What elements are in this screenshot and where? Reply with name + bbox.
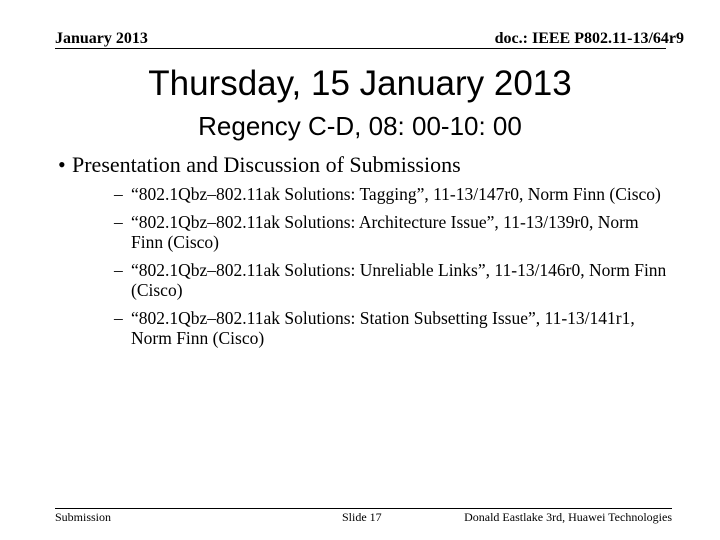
list-item-text: “802.1Qbz–802.11ak Solutions: Architecture Issue”, 11-13/139r0, Norm Finn (Cisco) bbox=[131, 211, 639, 252]
dash-icon: – bbox=[114, 211, 123, 232]
footer-slide-number: Slide 17 bbox=[342, 510, 382, 524]
list-item-text: “802.1Qbz–802.11ak Solutions: Tagging”, 11-13/147r0, Norm Finn (Cisco) bbox=[131, 184, 661, 204]
list-item-text: “802.1Qbz–802.11ak Solutions: Station Subsetting Issue”, 11-13/141r1, Norm Finn (Cisco) bbox=[131, 307, 635, 348]
list-item bbox=[114, 184, 671, 205]
list-item bbox=[114, 307, 671, 349]
footer-submission: Submission bbox=[55, 510, 112, 524]
footer-author: Donald Eastlake 3rd, Huawei Technologies bbox=[464, 510, 672, 524]
main-bullet-text: Presentation and Discussion of Submissions bbox=[72, 152, 461, 177]
header-date: January 2013 bbox=[55, 30, 148, 47]
slide-title: Thursday, 15 January 2013 bbox=[148, 64, 572, 103]
dash-icon: – bbox=[114, 259, 123, 280]
list-item bbox=[114, 211, 671, 253]
main-bullet bbox=[58, 151, 672, 179]
list-item bbox=[114, 259, 671, 301]
list-item-text: “802.1Qbz–802.11ak Solutions: Unreliable Links”, 11-13/146r0, Norm Finn (Cisco) bbox=[131, 259, 667, 300]
dash-icon: – bbox=[114, 184, 123, 204]
dash-icon: – bbox=[114, 307, 123, 328]
footer-divider bbox=[55, 508, 672, 509]
bullet-dot-icon: • bbox=[58, 152, 66, 177]
header-doc-id: doc.: IEEE P802.11-13/64r9 bbox=[494, 30, 684, 47]
sub-bullet-list bbox=[114, 184, 671, 356]
header-divider bbox=[55, 48, 666, 49]
slide-subtitle: Regency C-D, 08: 00-10: 00 bbox=[198, 111, 522, 141]
